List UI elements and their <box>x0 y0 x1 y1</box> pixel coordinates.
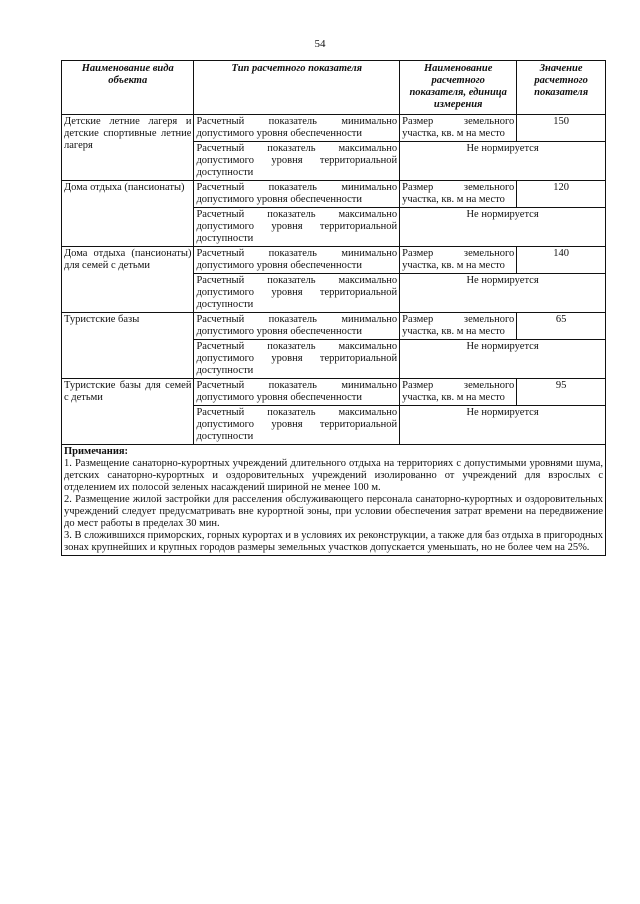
object-name: Детские летние лагеря и детские спортивные летние лагеря <box>62 115 194 181</box>
table-row <box>62 181 606 208</box>
max-indicator-type: Расчетный показатель максимально допустимого уровня территориальной доступности <box>194 142 400 181</box>
max-indicator-type: Расчетный показатель максимально допустимого уровня территориальной доступности <box>194 340 400 379</box>
indicator-value: 140 <box>517 247 606 274</box>
table-header-row <box>62 61 606 115</box>
not-regulated-value: Не нормируется <box>400 274 606 313</box>
indicator-unit: Размер земельного участка, кв. м на место <box>400 247 517 274</box>
table-row <box>62 115 606 142</box>
notes-title: Примечания: <box>64 446 129 457</box>
header-indicator-value: Значение расчетного показателя <box>517 61 606 115</box>
notes-row <box>62 445 606 556</box>
indicator-value: 65 <box>517 313 606 340</box>
header-indicator-name: Наименование расчетного показателя, единица измерения <box>400 61 517 115</box>
indicator-value: 95 <box>517 379 606 406</box>
not-regulated-value: Не нормируется <box>400 340 606 379</box>
object-name: Туристские базы для семей с детьми <box>62 379 194 445</box>
max-indicator-type: Расчетный показатель максимально допустимого уровня территориальной доступности <box>194 208 400 247</box>
notes-section <box>62 445 606 556</box>
note-item: 1. Размещение санаторно-курортных учреждений длительного отдыха на территориях с допустимыми уровнями шума, детских санаторно-курортных и оздоровительных учреждений изолированно от учреждений для взрослых с отделением их полосой зеленых насаждений шириной не менее 100 м. <box>64 458 603 493</box>
object-name: Дома отдыха (пансионаты) для семей с детьми <box>62 247 194 313</box>
header-object-type: Наименование вида объекта <box>62 61 194 115</box>
indicator-value: 150 <box>517 115 606 142</box>
min-indicator-type: Расчетный показатель минимально допустимого уровня обеспеченности <box>194 181 400 208</box>
not-regulated-value: Не нормируется <box>400 406 606 445</box>
min-indicator-type: Расчетный показатель минимально допустимого уровня обеспеченности <box>194 115 400 142</box>
max-indicator-type: Расчетный показатель максимально допустимого уровня территориальной доступности <box>194 274 400 313</box>
indicator-unit: Размер земельного участка, кв. м на место <box>400 115 517 142</box>
header-indicator-type: Тип расчетного показателя <box>194 61 400 115</box>
indicator-value: 120 <box>517 181 606 208</box>
indicator-unit: Размер земельного участка, кв. м на место <box>400 181 517 208</box>
table-row <box>62 379 606 406</box>
note-item: 3. В сложившихся приморских, горных курортах и в условиях их реконструкции, а также для баз отдыха в пригородных зонах крупнейших и крупных городов размеры земельных участков допускается уменьшать, но не более чем на 25%. <box>64 530 603 553</box>
object-name: Дома отдыха (пансионаты) <box>62 181 194 247</box>
table-row <box>62 247 606 274</box>
indicator-unit: Размер земельного участка, кв. м на место <box>400 313 517 340</box>
min-indicator-type: Расчетный показатель минимально допустимого уровня обеспеченности <box>194 379 400 406</box>
page-number: 54 <box>314 38 326 50</box>
norms-table <box>61 60 606 556</box>
max-indicator-type: Расчетный показатель максимально допустимого уровня территориальной доступности <box>194 406 400 445</box>
table-row <box>62 313 606 340</box>
not-regulated-value: Не нормируется <box>400 142 606 181</box>
note-item: 2. Размещение жилой застройки для расселения обслуживающего персонала санаторно-курортных и оздоровительных учреждений следует предусматривать вне курортной зоны, при условии обеспечения затрат времени на передвижение до мест работы в пределах 30 мин. <box>64 494 603 529</box>
not-regulated-value: Не нормируется <box>400 208 606 247</box>
indicator-unit: Размер земельного участка, кв. м на место <box>400 379 517 406</box>
min-indicator-type: Расчетный показатель минимально допустимого уровня обеспеченности <box>194 247 400 274</box>
min-indicator-type: Расчетный показатель минимально допустимого уровня обеспеченности <box>194 313 400 340</box>
object-name: Туристские базы <box>62 313 194 379</box>
